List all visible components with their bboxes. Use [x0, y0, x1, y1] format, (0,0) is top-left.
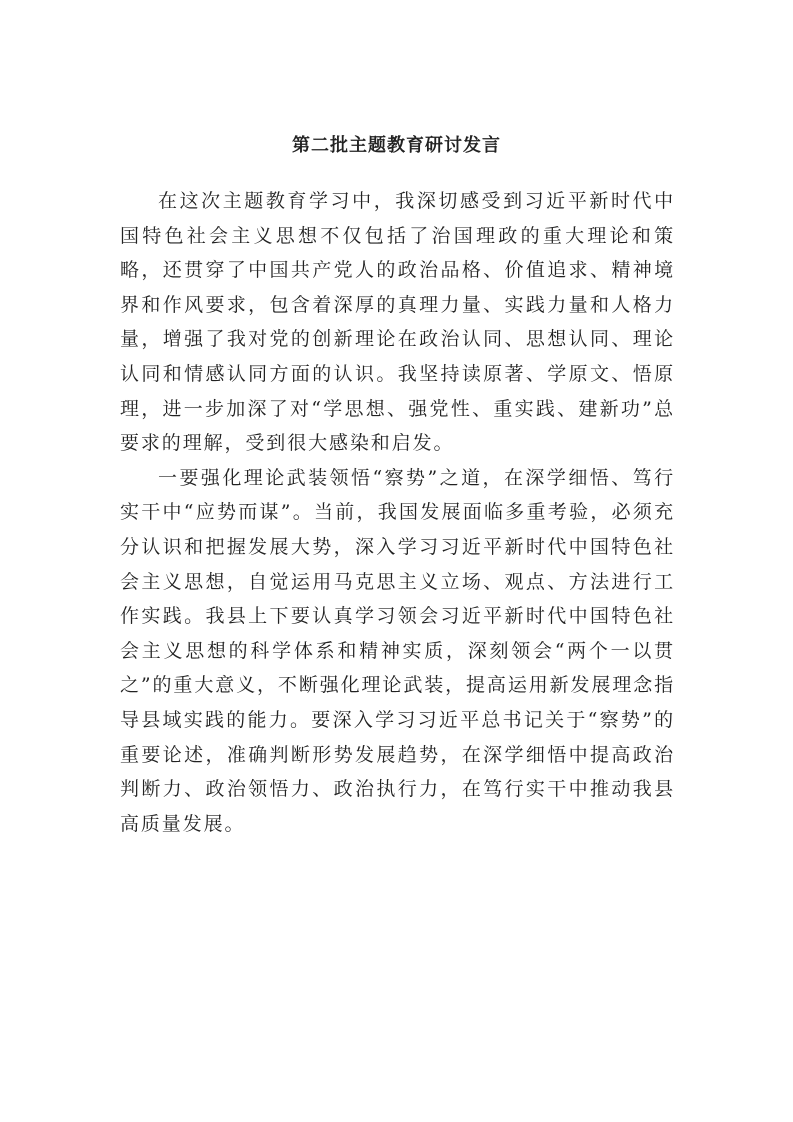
document-title: 第二批主题教育研讨发言: [292, 135, 501, 156]
paragraph-intro: 在这次主题教育学习中，我深切感受到习近平新时代中国特色社会主义思想不仅包括了治国理政的重大理论和策略，还贯穿了中国共产党人的政治品格、价值追求、精神境界和作风要求，包含着深厚的真理力量、实践力量和人格力量，增强了我对党的创新理论在政治认同、思想认同、理论认同和情感认同方面的认识。我坚持读原著、学原文、悟原理，进一步加深了对“学思想、强党性、重实践、建新功”总要求的理解，受到很大感染和启发。: [120, 190, 675, 455]
document-body: [120, 184, 675, 841]
paragraph-point-one: 一要强化理论武装领悟“察势”之道，在深学细悟、笃行实干中“应势而谋”。当前，我国发展面临多重考验，必须充分认识和把握发展大势，深入学习习近平新时代中国特色社会主义思想，自觉运用马克思主义立场、观点、方法进行工作实践。我县上下要认真学习领会习近平新时代中国特色社会主义思想的科学体系和精神实质，深刻领会“两个一以贯之”的重大意义，不断强化理论武装，提高运用新发展理念指导县域实践的能力。要深入学习习近平总书记关于“察势”的重要论述，准确判断形势发展趋势，在深学细悟中提高政治判断力、政治领悟力、政治执行力，在笃行实干中推动我县高质量发展。: [120, 466, 676, 835]
